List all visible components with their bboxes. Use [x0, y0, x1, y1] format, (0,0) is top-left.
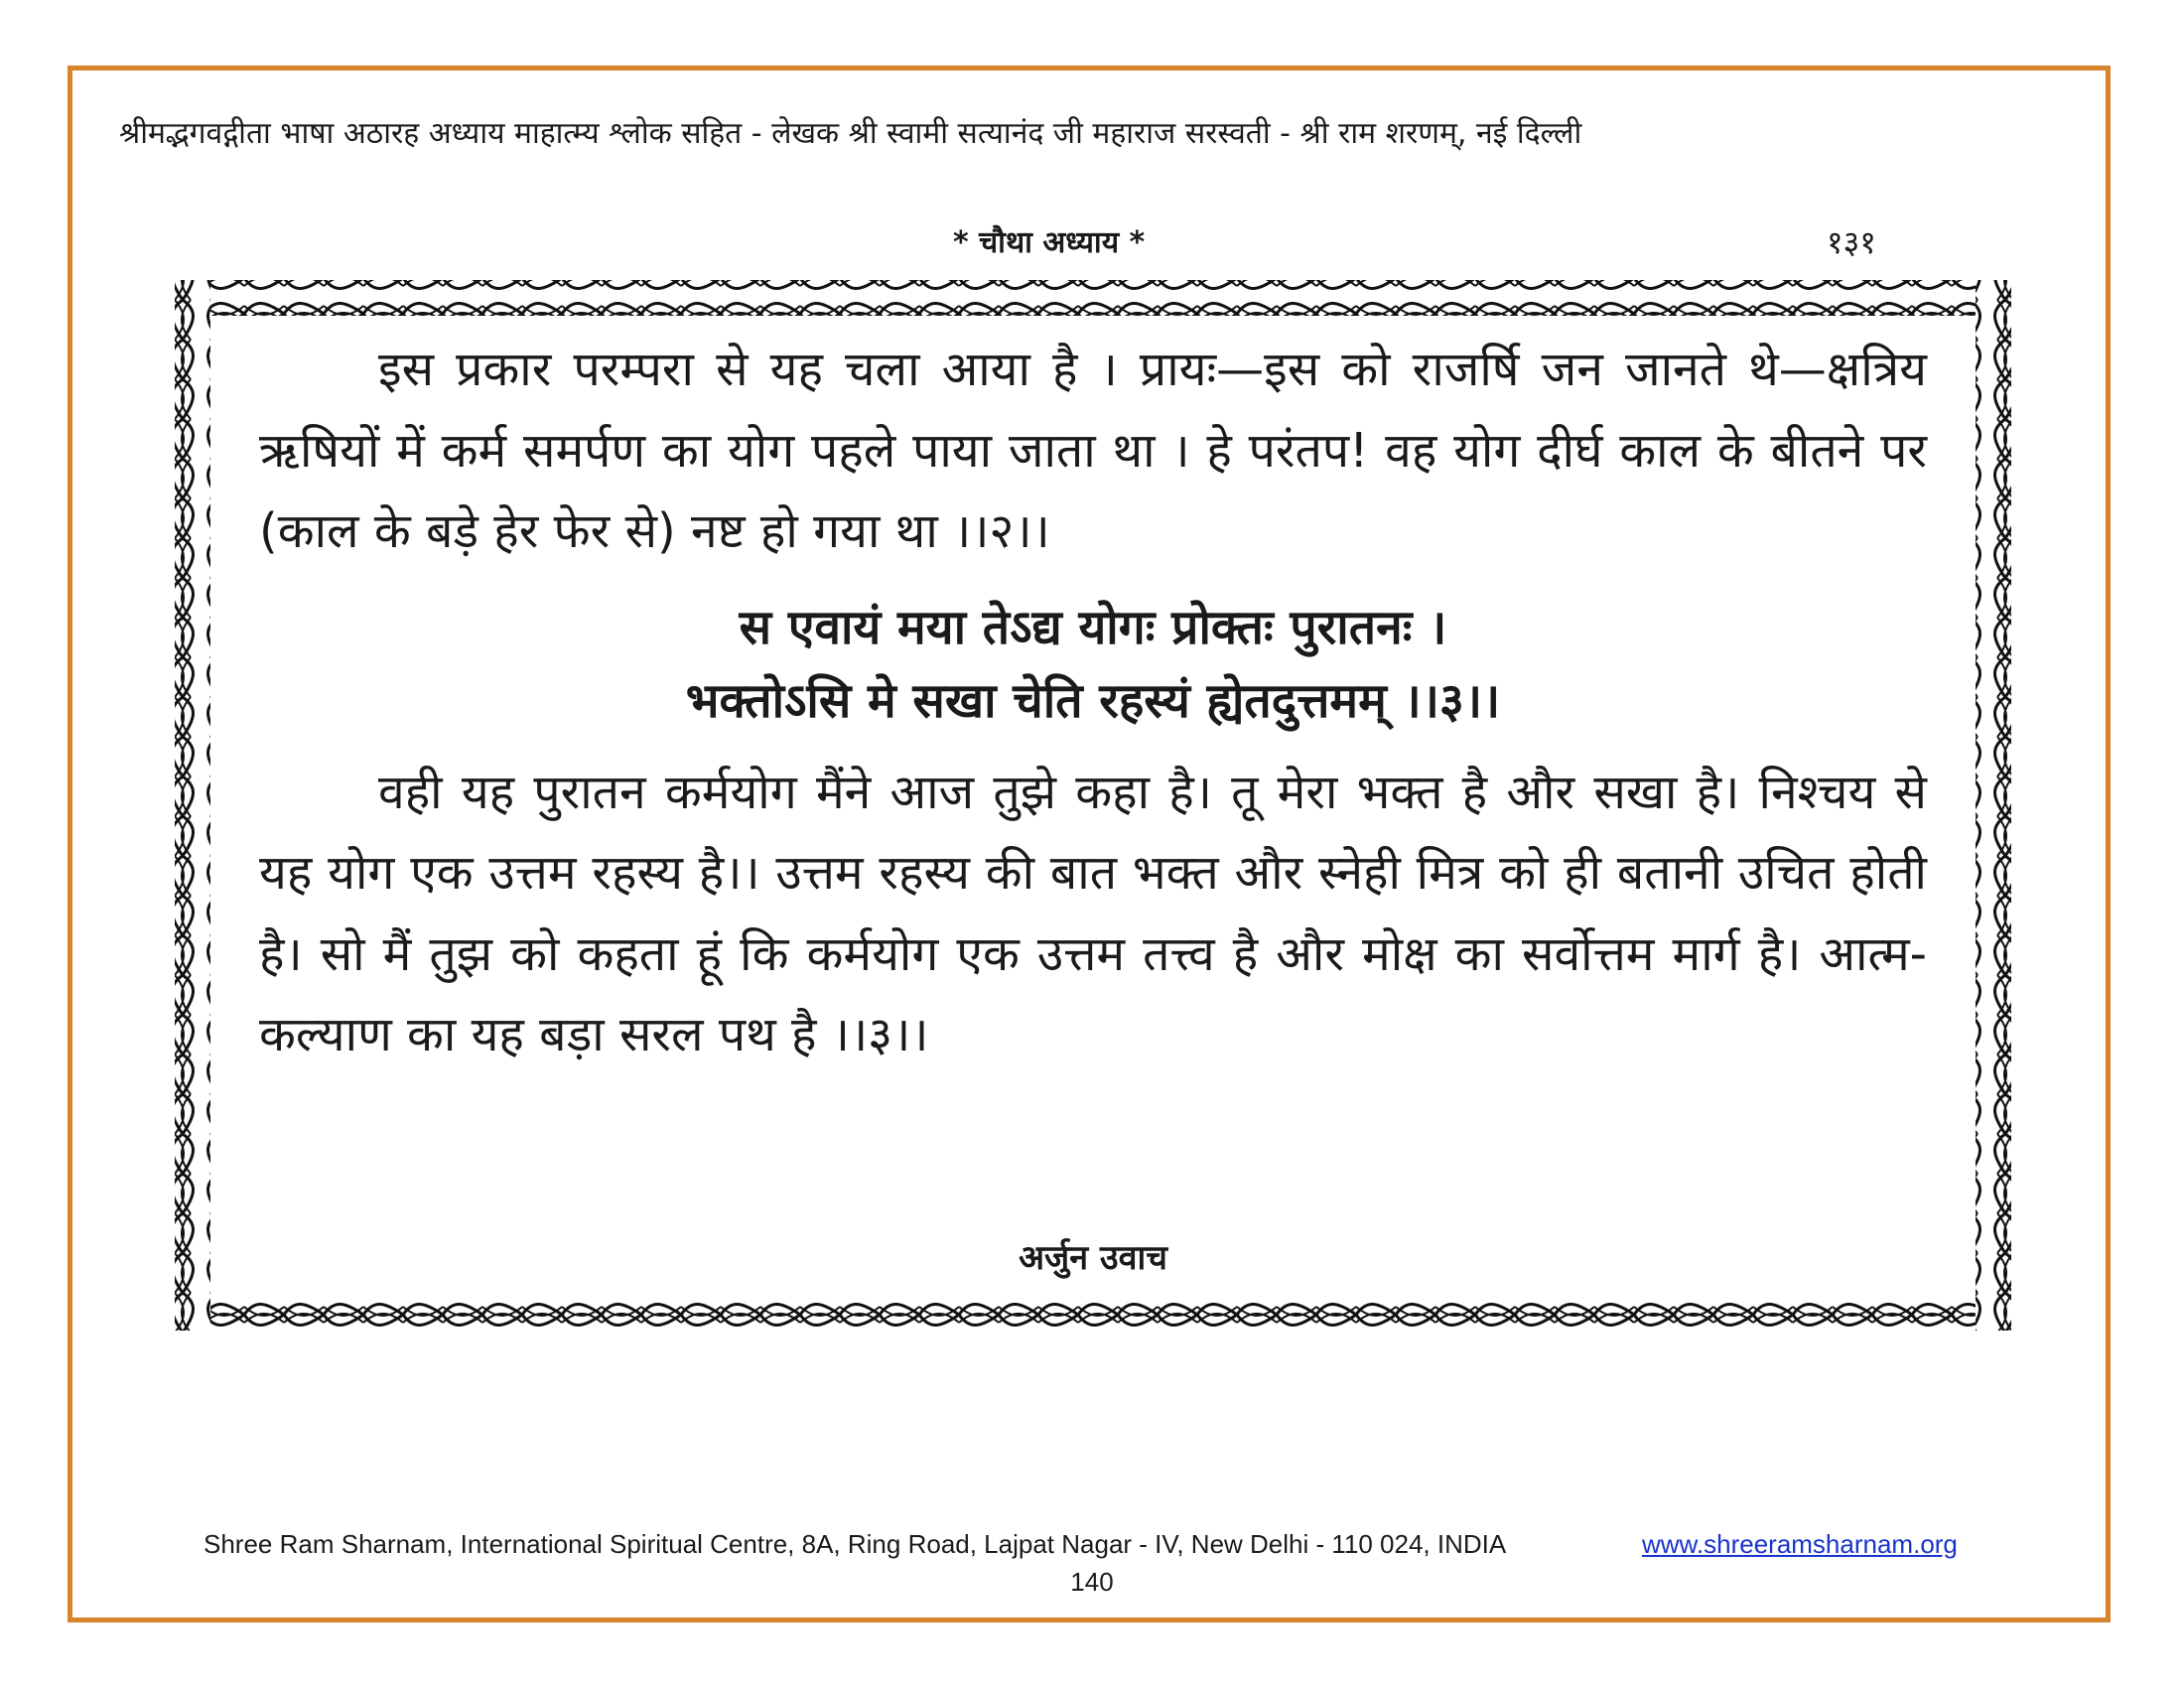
sanskrit-verse [259, 591, 1927, 739]
paragraph-2: वही यह पुरातन कर्मयोग मैंने आज तुझे कहा है। तू मेरा भक्त है और सखा है। निश्चय से यह योग एक उत्तम रहस्य है।। उत्तम रहस्य की बात भक्त और स्नेही मित्र को ही बतानी उचित होती है। सो मैं तुझ को कहता हूं कि कर्मयोग एक उत्तम तत्त्व है और मोक्ष का सर्वोत्तम मार्ग है। आत्म-कल्याण का यह बड़ा सरल पथ है ।।३।। [259, 764, 1927, 1063]
chapter-heading: * चौथा अध्याय * [953, 225, 1146, 260]
scanned-page [165, 260, 2021, 1342]
paragraph-1: इस प्रकार परम्परा से यह चला आया है । प्रायः—इस को राजर्षि जन जानते थे—क्षत्रिय ऋषियों में कर्म समर्पण का योग पहले पाया जाता था । हे परंतप! वह योग दीर्घ काल के बीतने पर (काल के बड़े हेर फेर से) नष्ट हो गया था ।।२।। [259, 342, 1927, 560]
verse-line-2: भक्तोऽसि मे सखा चेति रहस्यं ह्येतदुत्तमम् ।।३।। [685, 673, 1501, 730]
verse-line-1: स एवायं मया तेऽद्य योगः प्रोक्तः पुरातनः । [739, 599, 1447, 655]
footer-website-link[interactable]: www.shreeramsharnam.org [1642, 1529, 1958, 1559]
scan-text [259, 330, 1927, 1076]
footer-address: Shree Ram Sharnam, International Spiritual Centre, 8A, Ring Road, Lajpat Nagar - IV, New Delhi - 110 024, INDIA [204, 1529, 1507, 1559]
speaker-heading: अर्जुन उवाच [1019, 1238, 1167, 1278]
footer-page-number: 140 [1070, 1567, 1114, 1597]
book-page-number: १३१ [1827, 223, 1876, 261]
page-header-title: श्रीमद्भगवद्गीता भाषा अठारह अध्याय माहात्म्य श्लोक सहित - लेखक श्री स्वामी सत्यानंद जी महाराज सरस्वती - श्री राम शरणम्, नई दिल्ली [119, 116, 1582, 151]
